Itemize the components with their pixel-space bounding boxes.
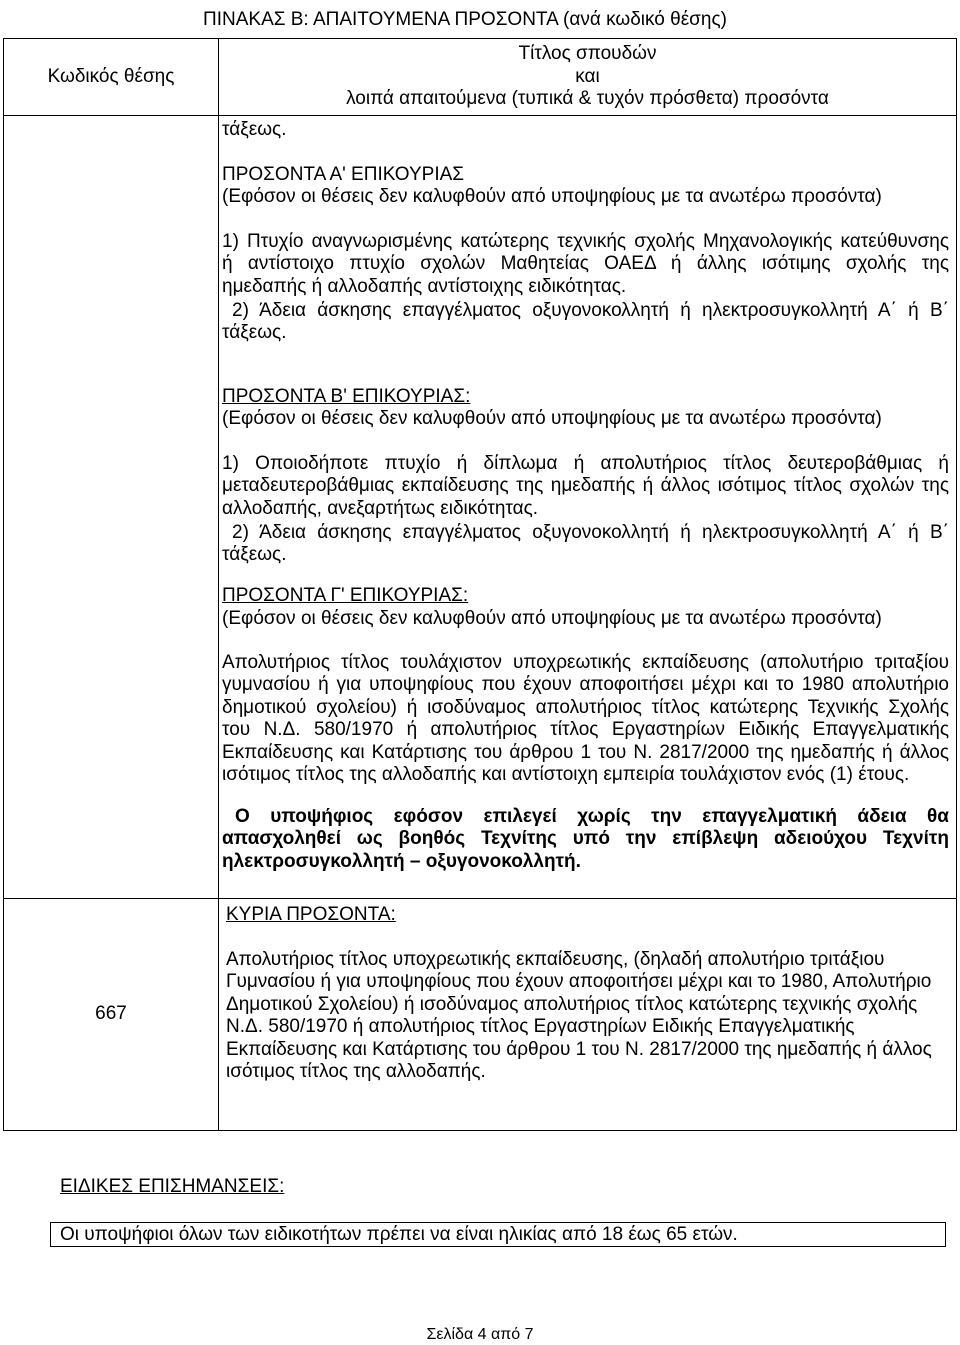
text-line: 2) Άδεια άσκησης επαγγέλματος οξυγονοκολλητή ή ηλεκτροσυγκολλητή Α΄ ή Β΄ (232, 300, 949, 321)
main-requirements-cell (218, 898, 957, 1131)
header-code-cell (3, 38, 219, 116)
text-line: ισότιμος τίτλος της αλλοδαπής. (226, 1060, 486, 1082)
text-line: του Ν.Δ. 580/1970 ή απολυτήριος τίτλος Εργαστηρίων Ειδικής Επαγγελματικής (222, 719, 949, 741)
text-line: ηλεκτροσυγκολλητή – οξυγονοκολλητή. (222, 850, 581, 872)
header-code-label: Κωδικός θέσης (47, 65, 175, 87)
section-heading-a: ΠΡΟΣΟΝΤΑ Α' ΕΠΙΚΟΥΡΙΑΣ (222, 164, 465, 185)
position-code-cell (3, 898, 219, 1131)
text-line: τάξεως. (222, 322, 287, 344)
page-number: Σελίδα 4 από 7 (426, 1326, 534, 1343)
text-line: Ο υποψήφιος εφόσον επιλεγεί χωρίς την επαγγελματική άδεια θα (235, 806, 949, 827)
section-heading-b: ΠΡΟΣΟΝΤΑ Β' ΕΠΙΚΟΥΡΙΑΣ: (222, 386, 471, 407)
header-title-line: Τίτλος σπουδών (518, 43, 657, 65)
header-title-line: και (575, 65, 600, 87)
text-line: Απολυτήριος τίτλος τουλάχιστον υποχρεωτικής εκπαίδευσης (απολυτήριο τριταξίου (222, 652, 949, 673)
requirement-item (222, 522, 949, 567)
section-note: (Εφόσον οι θέσεις δεν καλυφθούν από υποψηφίους με τα ανωτέρω προσόντα) (222, 186, 882, 207)
main-requirements-heading: ΚΥΡΙΑ ΠΡΟΣΟΝΤΑ: (226, 904, 396, 925)
requirement-item (222, 231, 949, 298)
text-line: 2) Άδεια άσκησης επαγγέλματος οξυγονοκολλητή ή ηλεκτροσυγκολλητή Α΄ ή Β΄ (232, 522, 949, 543)
text-line: τάξεως. (222, 544, 287, 566)
text-line: 1) Οποιοδήποτε πτυχίο ή δίπλωμα ή απολυτήριος τίτλος δευτεροβάθμιας ή (222, 453, 949, 474)
text-line: απασχοληθεί ως βοηθός Τεχνίτης υπό την επίβλεψη αδειούχου Τεχνίτη (222, 828, 949, 850)
section-note: (Εφόσον οι θέσεις δεν καλυφθούν από υποψηφίους με τα ανωτέρω προσόντα) (222, 608, 882, 629)
text-line: Εκπαίδευσης και Κατάρτισης του άρθρου 1 του Ν. 2817/2000 της ημεδαπής ή άλλος (222, 741, 949, 763)
text-line: 1) Πτυχίο αναγνωρισμένης κατώτερης τεχνικής σχολής Μηχανολογικής κατεύθυνσης (222, 231, 949, 252)
carryover-line: τάξεως. (222, 119, 287, 140)
requirement-item (222, 453, 949, 520)
section-note: (Εφόσον οι θέσεις δεν καλυφθούν από υποψηφίους με τα ανωτέρω προσόντα) (222, 408, 882, 429)
text-line: Γυμνασίου ή για υποψηφίους που έχουν αποφοιτήσει μέχρι και το 1980, Απολυτήριο (226, 971, 932, 993)
text-line: γυμνασίου ή για υποψηφίους που έχουν αποφοιτήσει μέχρι και το 1980 απολυτήριο (222, 674, 949, 696)
text-line: Απολυτήριος τίτλος υποχρεωτικής εκπαίδευσης, (δηλαδή απολυτήριο τριτάξιου (226, 949, 885, 970)
table-title: ΠΙΝΑΚΑΣ Β: ΑΠΑΙΤΟΥΜΕΝΑ ΠΡΟΣΟΝΤΑ (ανά κωδικό θέσης) (203, 9, 727, 30)
requirements-cell (218, 115, 957, 899)
section-heading-c: ΠΡΟΣΟΝΤΑ Γ' ΕΠΙΚΟΥΡΙΑΣ: (222, 585, 469, 606)
special-notes-box (50, 1222, 946, 1247)
text-line: ισότιμος τίτλος της αλλοδαπής και αντίστοιχη εμπειρία τουλάχιστον ενός (1) έτους. (222, 763, 910, 785)
text-line: ημεδαπής ή αλλοδαπής αντίστοιχης ειδικότητας. (222, 275, 627, 297)
position-code: 667 (95, 1003, 127, 1025)
bold-note (222, 806, 949, 873)
header-title-line: λοιπά απαιτούμενα (τυπικά & τυχόν πρόσθετα) προσόντα (346, 88, 829, 110)
text-line: μεταδευτεροβάθμιας εκπαίδευσης της ημεδαπής ή άλλος ισότιμος τίτλος σχολών της (222, 475, 949, 497)
text-line: ή αντίστοιχο πτυχίο σχολών Μαθητείας ΟΑΕΔ ή άλλης ισότιμης σχολής της (222, 253, 949, 275)
special-notes-heading: ΕΙΔΙΚΕΣ ΕΠΙΣΗΜΑΝΣΕΙΣ: (60, 1176, 285, 1197)
empty-code-cell (3, 115, 219, 899)
text-line: αλλοδαπής, ανεξαρτήτως ειδικότητας. (222, 497, 539, 519)
text-line: Εκπαίδευσης και Κατάρτισης του άρθρου 1 του Ν. 2817/2000 της ημεδαπής ή άλλος (226, 1038, 932, 1060)
requirement-item (222, 652, 949, 786)
special-note-text: Οι υποψήφιοι όλων των ειδικοτήτων πρέπει να είναι ηλικίας από 18 έως 65 ετών. (60, 1224, 738, 1245)
text-line: δημοτικού σχολείου) ή ισοδύναμος απολυτήριος τίτλος κατώτερης Τεχνικής Σχολής (222, 696, 949, 718)
requirement-item (222, 300, 949, 345)
main-requirements-text (226, 949, 953, 1083)
header-title-cell (218, 38, 957, 116)
text-line: Ν.Δ. 580/1970 ή απολυτήριος τίτλος Εργαστηρίων Ειδικής Επαγγελματικής (226, 1016, 855, 1038)
text-line: Δημοτικού Σχολείου) ή ισοδύναμος απολυτήριος τίτλος κατώτερης τεχνικής σχολής (226, 993, 918, 1015)
